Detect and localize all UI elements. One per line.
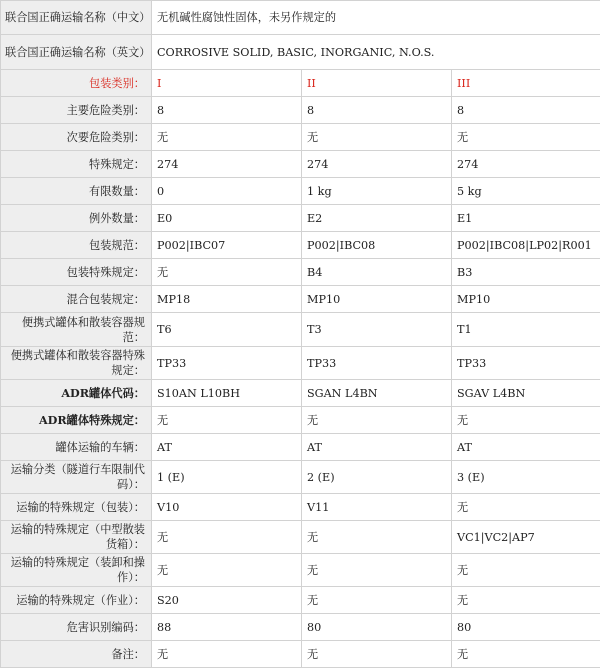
cell-value: 无 xyxy=(152,554,302,587)
cell-value: 无 xyxy=(302,554,452,587)
cell-value: 无 xyxy=(452,641,600,668)
cell-value: 无 xyxy=(152,124,302,151)
table-row xyxy=(1,494,600,521)
cell-value: 无 xyxy=(302,124,452,151)
cell-value: 274 xyxy=(302,151,452,178)
table-row xyxy=(1,151,600,178)
table-row xyxy=(1,232,600,259)
cell-value: 8 xyxy=(152,97,302,124)
row-label: 包装规范： xyxy=(1,232,152,259)
cell-value: 2 (E) xyxy=(302,461,452,494)
table-row xyxy=(1,313,600,347)
packing-group-ii: II xyxy=(302,70,452,97)
row-label: 运输的特殊规定（包装）： xyxy=(1,494,152,521)
row-label: 特殊规定： xyxy=(1,151,152,178)
cell-value: 8 xyxy=(452,97,600,124)
row-label: 备注： xyxy=(1,641,152,668)
cell-value: SGAV L4BN xyxy=(452,380,600,407)
row-label: 运输的特殊规定（作业）： xyxy=(1,587,152,614)
cell-value: B3 xyxy=(452,259,600,286)
row-label: 有限数量： xyxy=(1,178,152,205)
cell-value: 1 kg xyxy=(302,178,452,205)
cell-value: MP10 xyxy=(452,286,600,313)
row-label: 运输的特殊规定（中型散装货箱）： xyxy=(1,521,152,554)
cell-value: S20 xyxy=(152,587,302,614)
row-label: 便携式罐体和散装容器特殊规定： xyxy=(1,347,152,380)
table-row xyxy=(1,521,600,554)
cell-value: AT xyxy=(452,434,600,461)
cell-value: 无 xyxy=(302,521,452,554)
cell-value: TP33 xyxy=(302,347,452,380)
row-label: 包装类别： xyxy=(1,70,152,97)
table-row xyxy=(1,178,600,205)
cell-value: E0 xyxy=(152,205,302,232)
name-cn-value: 无机碱性腐蚀性固体，未另作规定的 xyxy=(152,1,600,35)
row-label: 主要危险类别： xyxy=(1,97,152,124)
row-label: 便携式罐体和散装容器规范： xyxy=(1,313,152,347)
cell-value: VC1|VC2|AP7 xyxy=(452,521,600,554)
cell-value: 无 xyxy=(152,407,302,434)
cell-value: 80 xyxy=(452,614,600,641)
cell-value: 88 xyxy=(152,614,302,641)
table-row xyxy=(1,286,600,313)
cell-value: AT xyxy=(152,434,302,461)
row-label: 包装特殊规定： xyxy=(1,259,152,286)
cell-value: B4 xyxy=(302,259,452,286)
cell-value: TP33 xyxy=(152,347,302,380)
table-row xyxy=(1,434,600,461)
table-row xyxy=(1,205,600,232)
row-label: 运输的特殊规定（装卸和操作）： xyxy=(1,554,152,587)
cell-value: P002|IBC07 xyxy=(152,232,302,259)
cell-value: 5 kg xyxy=(452,178,600,205)
cell-value: V11 xyxy=(302,494,452,521)
cell-value: 80 xyxy=(302,614,452,641)
table-row xyxy=(1,587,600,614)
cell-value: 无 xyxy=(302,641,452,668)
cell-value: 无 xyxy=(152,259,302,286)
cell-value: 274 xyxy=(152,151,302,178)
cell-value: V10 xyxy=(152,494,302,521)
table-row xyxy=(1,554,600,587)
cell-value: 8 xyxy=(302,97,452,124)
table-row xyxy=(1,461,600,494)
cell-value: 1 (E) xyxy=(152,461,302,494)
cell-value: 3 (E) xyxy=(452,461,600,494)
cell-value: S10AN L10BH xyxy=(152,380,302,407)
table-row xyxy=(1,614,600,641)
cell-value: E1 xyxy=(452,205,600,232)
cell-value: T1 xyxy=(452,313,600,347)
row-label: 联合国正确运输名称（中文） xyxy=(1,1,152,35)
row-label: 罐体运输的车辆： xyxy=(1,434,152,461)
row-packing-group xyxy=(1,70,600,97)
row-label: 例外数量： xyxy=(1,205,152,232)
cell-value: E2 xyxy=(302,205,452,232)
row-label: ADR罐体代码： xyxy=(1,380,152,407)
row-label: 联合国正确运输名称（英文） xyxy=(1,35,152,70)
table-row xyxy=(1,380,600,407)
row-name-cn xyxy=(1,1,600,35)
cell-value: MP10 xyxy=(302,286,452,313)
row-name-en xyxy=(1,35,600,70)
cell-value: 274 xyxy=(452,151,600,178)
cell-value: 无 xyxy=(452,407,600,434)
row-label: 混合包装规定： xyxy=(1,286,152,313)
row-label: 次要危险类别： xyxy=(1,124,152,151)
cell-value: 无 xyxy=(152,521,302,554)
table-row xyxy=(1,641,600,668)
row-label: 危害识别编码： xyxy=(1,614,152,641)
cell-value: 无 xyxy=(302,407,452,434)
cell-value: T6 xyxy=(152,313,302,347)
cell-value: P002|IBC08 xyxy=(302,232,452,259)
cell-value: P002|IBC08|LP02|R001 xyxy=(452,232,600,259)
row-label: 运输分类（隧道行车限制代码）： xyxy=(1,461,152,494)
cell-value: SGAN L4BN xyxy=(302,380,452,407)
row-label: ADR罐体特殊规定： xyxy=(1,407,152,434)
name-en-value: CORROSIVE SOLID, BASIC, INORGANIC, N.O.S. xyxy=(152,35,600,70)
cell-value: 无 xyxy=(452,587,600,614)
packing-group-i: I xyxy=(152,70,302,97)
table-row xyxy=(1,259,600,286)
cell-value: T3 xyxy=(302,313,452,347)
packing-group-iii: III xyxy=(452,70,600,97)
cell-value: 无 xyxy=(152,641,302,668)
cell-value: 无 xyxy=(452,494,600,521)
table-row xyxy=(1,347,600,380)
table-row xyxy=(1,124,600,151)
cell-value: MP18 xyxy=(152,286,302,313)
cell-value: 0 xyxy=(152,178,302,205)
cell-value: AT xyxy=(302,434,452,461)
cell-value: 无 xyxy=(452,124,600,151)
cell-value: TP33 xyxy=(452,347,600,380)
table-row xyxy=(1,407,600,434)
cell-value: 无 xyxy=(452,554,600,587)
cell-value: 无 xyxy=(302,587,452,614)
table-row xyxy=(1,97,600,124)
